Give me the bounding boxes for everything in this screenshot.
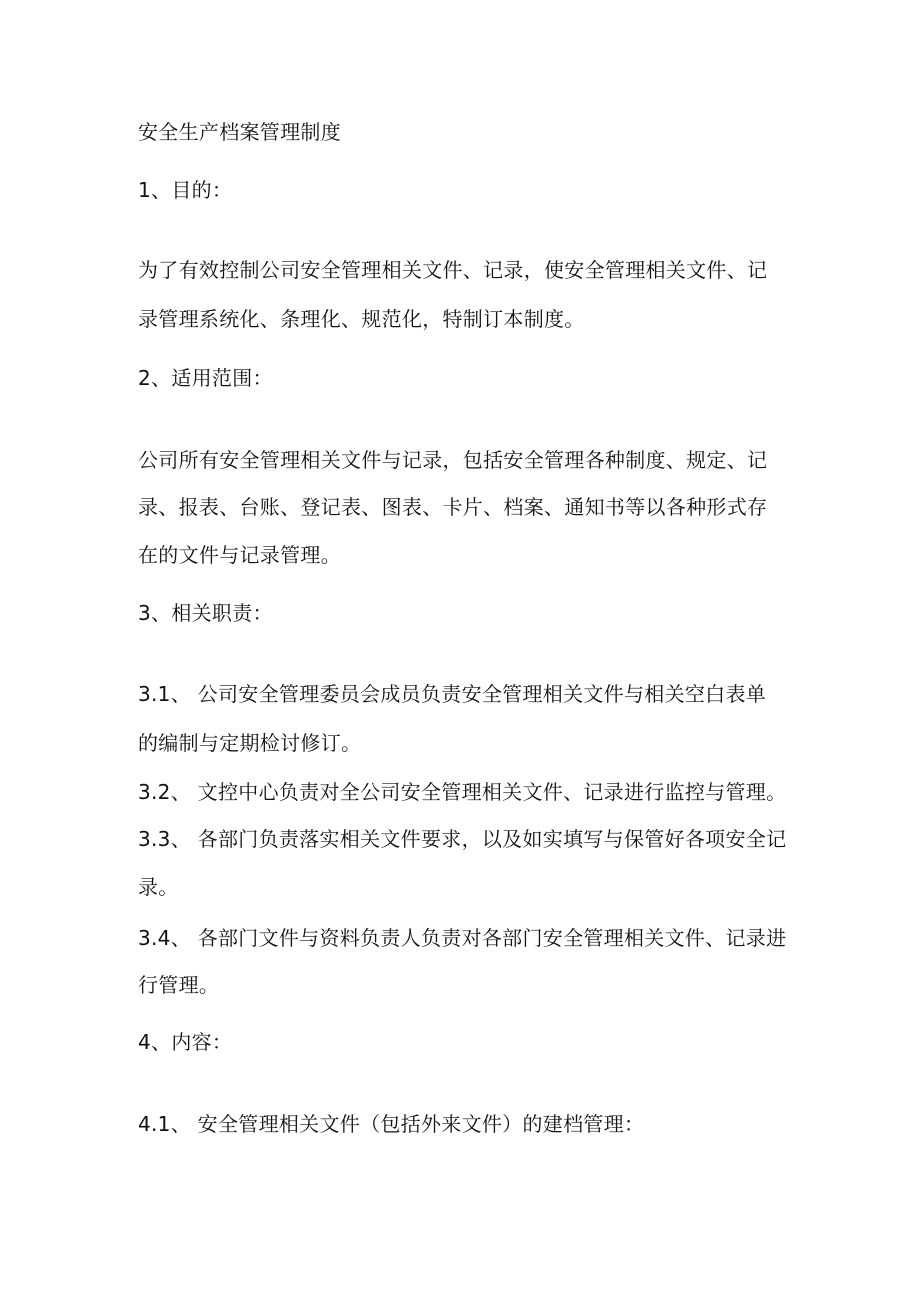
item-4-1-line-1: 4.1、 安全管理相关文件（包括外来文件）的建档管理： [138,1112,645,1136]
item-3-1-line-2: 的编制与定期检讨修订。 [138,731,362,755]
item-3-2-line-1: 3.2、 文控中心负责对全公司安全管理相关文件、记录进行监控与管理。 [138,780,787,804]
item-3-3-line-2: 录。 [138,875,179,899]
document-title: 安全生产档案管理制度 [138,120,341,144]
item-3-1-line-1: 3.1、 公司安全管理委员会成员负责安全管理相关文件与相关空白表单 [138,682,767,706]
section-4-heading: 4、内容： [138,1030,233,1054]
section-2-heading: 2、适用范围： [138,366,273,390]
section-1-paragraph-line-2: 录管理系统化、条理化、规范化，特制订本制度。 [138,307,585,331]
item-3-4-line-2: 行管理。 [138,973,220,997]
section-3-heading: 3、相关职责： [138,601,273,625]
item-3-4-line-1: 3.4、 各部门文件与资料负责人负责对各部门安全管理相关文件、记录进 [138,926,787,950]
section-2-paragraph-line-2: 录、报表、台账、登记表、图表、卡片、档案、通知书等以各种形式存 [138,495,768,519]
section-1-paragraph-line-1: 为了有效控制公司安全管理相关文件、记录，使安全管理相关文件、记 [138,258,768,282]
item-3-3-line-1: 3.3、 各部门负责落实相关文件要求，以及如实填写与保管好各项安全记 [138,827,787,851]
section-1-heading: 1、目的： [138,178,233,202]
section-2-paragraph-line-1: 公司所有安全管理相关文件与记录，包括安全管理各种制度、规定、记 [138,448,768,472]
section-2-paragraph-line-3: 在的文件与记录管理。 [138,543,341,567]
